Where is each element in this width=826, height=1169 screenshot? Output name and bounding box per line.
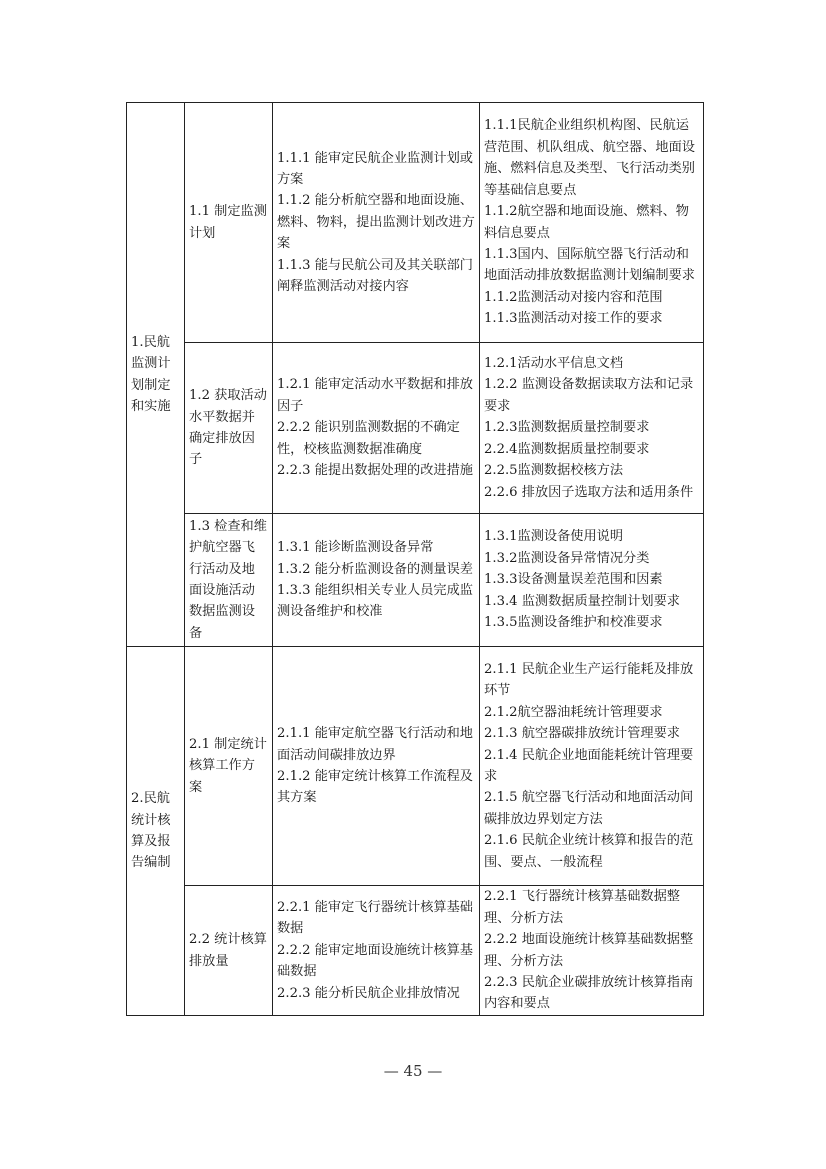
skill-item: 1.3.1 能诊断监测设备异常 bbox=[277, 540, 434, 556]
knowledge-cell bbox=[480, 886, 704, 1016]
table-row bbox=[127, 343, 704, 514]
knowledge-item: 1.3.4 监测数据质量控制计划要求 bbox=[484, 593, 680, 609]
knowledge-item: 2.2.5监测数据校核方法 bbox=[484, 463, 624, 479]
knowledge-item: 2.2.1 飞行器统计核算基础数据整理、分析方法 bbox=[484, 889, 680, 926]
knowledge-item: 1.1.3监测活动对接工作的要求 bbox=[484, 311, 663, 327]
module-cell: 2.民航统计核算及报告编制 bbox=[127, 647, 185, 1016]
skill-cell bbox=[273, 343, 480, 514]
knowledge-item: 2.1.5 航空器飞行活动和地面活动间碳排放边界划定方法 bbox=[484, 790, 694, 827]
knowledge-item: 2.2.3 民航企业碳排放统计核算指南内容和要点 bbox=[484, 974, 694, 1012]
skill-item: 2.2.2 能审定地面设施统计核算基础数据 bbox=[277, 942, 473, 980]
knowledge-cell bbox=[480, 103, 704, 343]
knowledge-item: 2.2.2 地面设施统计核算基础数据整理、分析方法 bbox=[484, 932, 694, 969]
skill-cell bbox=[273, 103, 480, 343]
skill-item: 2.2.2 能识别监测数据的不确定性，校核监测数据准确度 bbox=[277, 420, 460, 457]
knowledge-cell bbox=[480, 647, 704, 886]
knowledge-item: 1.2.3监测数据质量控制要求 bbox=[484, 420, 650, 436]
knowledge-item: 1.3.5监测设备维护和校准要求 bbox=[484, 615, 663, 631]
knowledge-item: 1.1.2航空器和地面设施、燃料、物料信息要点 bbox=[484, 204, 689, 241]
knowledge-item: 1.2.1活动水平信息文档 bbox=[484, 356, 624, 372]
table-row bbox=[127, 647, 704, 886]
skill-item: 2.2.1 能审定飞行器统计核算基础数据 bbox=[277, 899, 473, 937]
knowledge-item: 1.1.1民航企业组织机构图、民航运营范围、机队组成、航空器、地面设施、燃料信息及类型、飞行活动类别等基础信息要点 bbox=[484, 118, 695, 198]
skill-cell bbox=[273, 514, 480, 647]
knowledge-item: 2.2.4监测数据质量控制要求 bbox=[484, 441, 650, 457]
knowledge-item: 1.1.2监测活动对接内容和范围 bbox=[484, 289, 663, 305]
skill-item: 1.1.2 能分析航空器和地面设施、燃料、物料，提出监测计划改进方案 bbox=[277, 193, 475, 252]
skill-item: 1.3.3 能组织相关专业人员完成监测设备维护和校准 bbox=[277, 583, 473, 620]
skill-item: 2.2.3 能提出数据处理的改进措施 bbox=[277, 463, 473, 479]
knowledge-item: 2.1.4 民航企业地面能耗统计管理要求 bbox=[484, 747, 694, 784]
unit-cell: 1.1 制定监测计划 bbox=[185, 103, 273, 343]
knowledge-item: 1.1.3国内、国际航空器飞行活动和地面活动排放数据监测计划编制要求 bbox=[484, 246, 695, 284]
skills-requirements-table bbox=[126, 102, 704, 1016]
unit-cell: 1.3 检查和维护航空器飞行活动及地面设施活动数据监测设备 bbox=[185, 514, 273, 647]
knowledge-item: 2.1.2航空器油耗统计管理要求 bbox=[484, 704, 663, 720]
table-row bbox=[127, 514, 704, 647]
skill-item: 1.3.2 能分析监测设备的测量误差 bbox=[277, 561, 473, 577]
skill-cell bbox=[273, 886, 480, 1016]
knowledge-item: 1.3.2监测设备异常情况分类 bbox=[484, 550, 650, 566]
unit-cell: 2.1 制定统计核算工作方案 bbox=[185, 647, 273, 886]
knowledge-cell bbox=[480, 343, 704, 514]
knowledge-item: 1.2.2 监测设备数据读取方法和记录要求 bbox=[484, 377, 694, 414]
skill-item: 1.1.3 能与民航公司及其关联部门阐释监测活动对接内容 bbox=[277, 257, 473, 295]
knowledge-item: 1.3.1监测设备使用说明 bbox=[484, 529, 624, 545]
skill-cell bbox=[273, 647, 480, 886]
unit-cell: 2.2 统计核算排放量 bbox=[185, 886, 273, 1016]
skill-item: 1.1.1 能审定民航企业监测计划或方案 bbox=[277, 150, 473, 187]
knowledge-item: 2.2.6 排放因子选取方法和适用条件 bbox=[484, 484, 694, 500]
module-cell: 1.民航监测计划制定和实施 bbox=[127, 103, 185, 647]
table-row bbox=[127, 886, 704, 1016]
knowledge-cell bbox=[480, 514, 704, 647]
knowledge-item: 2.1.3 航空器碳排放统计管理要求 bbox=[484, 726, 680, 742]
skill-item: 2.2.3 能分析民航企业排放情况 bbox=[277, 985, 460, 1001]
knowledge-item: 1.3.3设备测量误差范围和因素 bbox=[484, 572, 663, 588]
table-row bbox=[127, 103, 704, 343]
skill-item: 2.1.2 能审定统计核算工作流程及其方案 bbox=[277, 769, 473, 806]
unit-cell: 1.2 获取活动水平数据并确定排放因子 bbox=[185, 343, 273, 514]
skill-item: 2.1.1 能审定航空器飞行活动和地面活动间碳排放边界 bbox=[277, 726, 473, 763]
knowledge-item: 2.1.1 民航企业生产运行能耗及排放环节 bbox=[484, 661, 694, 699]
knowledge-item: 2.1.6 民航企业统计核算和报告的范围、要点、一般流程 bbox=[484, 833, 694, 870]
skill-item: 1.2.1 能审定活动水平数据和排放因子 bbox=[277, 377, 473, 414]
page-number: — 45 — bbox=[383, 1062, 443, 1080]
